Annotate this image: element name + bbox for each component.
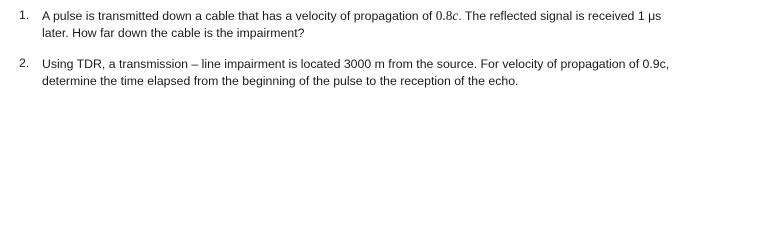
question-text-line: Using TDR, a transmission – line impairment is located 3000 m from the source. For velocity of propagation of 0.9c,: [42, 57, 670, 71]
question-text-line: later. How far down the cable is the impairment?: [42, 26, 305, 40]
question-text: A pulse is transmitted down a cable that has a velocity of propagation of: [42, 9, 436, 23]
question-text-line: [42, 8, 661, 24]
question-number: 2.: [19, 56, 30, 70]
question-number: 1.: [19, 8, 30, 22]
velocity-variable: c: [452, 8, 459, 23]
velocity-expression: [436, 8, 459, 23]
velocity-coefficient: 0.8: [435, 8, 453, 23]
question-text: . The reflected signal is received 1 μs: [458, 9, 662, 23]
question-text-line: determine the time elapsed from the beginning of the pulse to the reception of the echo.: [42, 74, 519, 88]
